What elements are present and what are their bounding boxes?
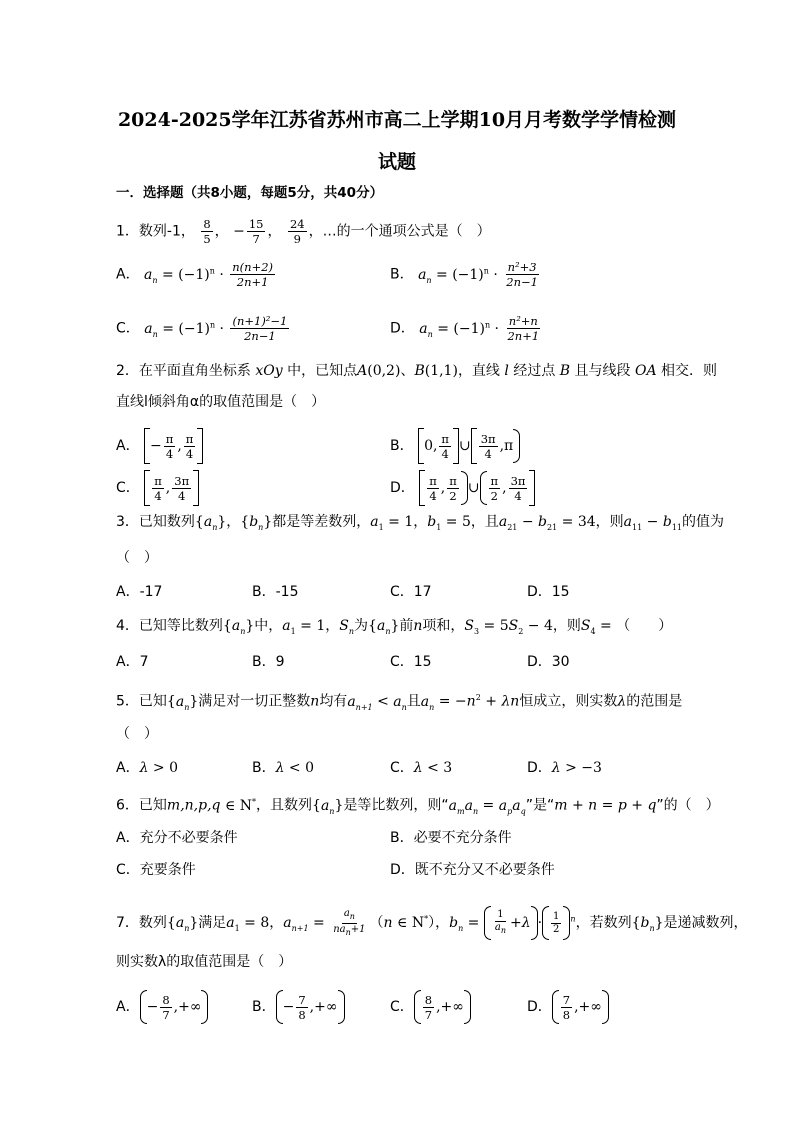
- q3-text: 都是等差数列，: [272, 514, 371, 530]
- fraction: $\frac{\pi}{4}$: [154, 473, 162, 503]
- q2-text: 且与线段: [574, 363, 631, 379]
- question-1-stem: 1．数列-1， $\frac{8}{5}$ ， − $\frac{15}{7}$ ， $\frac{24}{9}$ ，…的一个通项公式是（ ）: [116, 217, 491, 246]
- question-5-stem: 5．已知$\{a_n\}$满足对一切正整数n均有$a_{n+1} < a_n$且$a_n = -n^2 + \lambda n$恒成立，则实数λ的范围是: [116, 693, 683, 712]
- fraction: $\frac{7}{8}$: [298, 992, 306, 1022]
- q2-option-a[interactable]: A． − $\frac{\pi}{4}$ , $\frac{\pi}{4}$: [116, 428, 203, 464]
- fraction: $\frac{24}{9}$: [289, 217, 305, 246]
- q5-text: 恒成立，则实数: [519, 693, 618, 710]
- fraction: $\frac{\pi}{4}$: [441, 431, 449, 461]
- q7-option-c[interactable]: C． $\frac{8}{7}$ ,+∞: [390, 990, 471, 1024]
- fraction: $\frac{3\pi}{4}$: [174, 473, 190, 503]
- q7-text: 7．数列: [116, 915, 167, 931]
- q2-option-c[interactable]: C． $\frac{\pi}{4}$ , $\frac{3\pi}{4}$: [116, 470, 199, 506]
- q6-text: ”是“: [525, 797, 555, 814]
- option-label: A．: [116, 999, 140, 1015]
- q4-text: 前: [399, 618, 414, 634]
- q3-text: ，且: [470, 514, 499, 530]
- q1-option-b[interactable]: B． $a_n = (-1)^n$ · $\frac{\text{n²+3}}{2n-1}$: [390, 260, 538, 289]
- fraction: $\frac{3\pi}{4}$: [510, 473, 526, 503]
- fraction: $\frac{8}{7}$: [162, 992, 170, 1022]
- question-5-paren: （ ）: [116, 726, 158, 742]
- q5-text: 5．已知: [116, 693, 167, 710]
- fraction: $\frac{3\pi}{4}$: [480, 431, 496, 461]
- q2-text: 相交．则: [661, 363, 718, 379]
- q2-text: 2．在平面直角坐标系: [116, 363, 251, 379]
- q5-option-a[interactable]: A．λ > 0: [116, 760, 178, 776]
- q3-text: 的值为: [682, 514, 724, 530]
- fraction: $\frac{15}{7}$: [248, 217, 264, 246]
- question-4-stem: 4．已知等比数列$\{a_n\}$中，$a_1 = 1$，$S_n$为$\{a_n\}$前n项和，$S_3 = 5S_2 - 4$，则$S_4$ = （ ）: [116, 618, 673, 636]
- fraction: $\frac{n(n+2)}{2n+1}$: [232, 260, 274, 289]
- fraction: $\frac{a_n}{na_n+1}$: [333, 907, 366, 937]
- fraction: $\frac{\text{n²+3}}{2n-1}$: [506, 260, 538, 289]
- question-7-stem-line2: 则实数λ的取值范围是（ ）: [116, 954, 293, 970]
- q3-option-a[interactable]: A．-17: [116, 584, 163, 600]
- q1-option-d[interactable]: D． $a_n = (-1)^n$ · $\frac{\text{n²+n}}{2n+1}$: [390, 314, 540, 343]
- option-label: D．: [390, 480, 415, 496]
- q1-stem-end: ，…的一个通项公式是（ ）: [308, 223, 491, 240]
- q4-option-b[interactable]: B．9: [252, 654, 285, 670]
- question-7-stem: 7．数列$\{a_n\}$满足$a_1 = 8$，$a_{n+1}$ = $\frac{a_n}{na_n+1}$ （n ∈ N*），$b_n$ = $\frac{1}{a_n}$ +λ · $\frac{1}{2}$ $^n$，若数列$\{b_n\}$是递减数列，: [116, 906, 748, 940]
- q6-text: ”的（ ）: [656, 797, 720, 814]
- fraction: $\frac{1}{2}$: [553, 910, 560, 935]
- q7-text: （: [369, 915, 384, 931]
- question-2-stem-line2: 直线l倾斜角α的取值范围是（ ）: [116, 394, 326, 410]
- fraction: $\frac{\text{n²+n}}{2n+1}$: [507, 314, 540, 343]
- q3-option-c[interactable]: C．17: [390, 584, 432, 600]
- q4-text: ，则: [552, 618, 581, 634]
- option-label: D．: [527, 999, 552, 1015]
- fraction: $\frac{1}{a_n}$: [494, 909, 506, 935]
- q6-option-d[interactable]: D．既不充分又不必要条件: [390, 862, 555, 878]
- q7-text: ），: [428, 915, 450, 931]
- option-label: D．: [390, 320, 415, 337]
- option-label: C．: [390, 999, 414, 1015]
- q6-option-b[interactable]: B．必要不充分条件: [390, 830, 512, 846]
- option-label: B．: [252, 760, 276, 776]
- q3-option-d[interactable]: D．15: [527, 584, 570, 600]
- q2-option-d[interactable]: D． $\frac{\pi}{4}$ , $\frac{\pi}{2}$ ∪ $\frac{\pi}{2}$ , $\frac{3\pi}{4}$: [390, 470, 535, 506]
- q4-option-a[interactable]: A．7: [116, 654, 149, 670]
- q1-option-a[interactable]: A． $a_n = (-1)^n$ · $\frac{n(n+2)}{2n+1}$: [116, 260, 274, 289]
- fraction: $\frac{7}{8}$: [562, 992, 571, 1022]
- q7-option-a[interactable]: A． − $\frac{8}{7}$ ,+∞: [116, 990, 208, 1024]
- option-label: B．: [390, 438, 414, 454]
- q5-option-d[interactable]: D．λ > −3: [527, 760, 602, 776]
- option-label: C．: [390, 760, 414, 776]
- fraction: $\frac{\pi}{4}$: [165, 431, 174, 461]
- question-3-paren: （ ）: [116, 550, 158, 566]
- q2-text: 经过点: [513, 363, 556, 379]
- q2-text: ，直线: [457, 363, 500, 379]
- q7-text: ，若数列: [575, 915, 632, 931]
- q4-text: （ ）: [616, 618, 673, 634]
- q2-text: 中，已知点: [287, 363, 358, 379]
- section-heading: 一．选择题（共8小题，每题5分，共40分）: [116, 185, 384, 201]
- q4-text: 中，: [254, 618, 283, 634]
- q4-text: 为: [354, 618, 369, 634]
- fraction: $\frac{\pi}{2}$: [449, 473, 457, 503]
- fraction: $\frac{\text{(n+1)²−1}}{2n-1}$: [232, 314, 288, 343]
- q7-option-d[interactable]: D． $\frac{7}{8}$ ,+∞: [527, 990, 609, 1024]
- q4-text: 项和，: [422, 618, 465, 634]
- q6-text: 是等比数列，则“: [343, 797, 449, 814]
- option-label: B．: [252, 999, 276, 1015]
- q5-text: 且: [406, 693, 421, 710]
- option-label: A．: [116, 438, 140, 454]
- question-6-stem: 6．已知m,n,p,q ∈ N*，且数列$\{a_n\}$是等比数列，则“$a_ma_n = a_pa_q$”是“m + n = p + q”的（ ）: [116, 797, 720, 816]
- q7-option-b[interactable]: B． − $\frac{7}{8}$ ,+∞: [252, 990, 345, 1024]
- q5-option-c[interactable]: C．λ < 3: [390, 760, 453, 776]
- q3-text: 3．已知数列: [116, 514, 195, 530]
- q3-text: ，则: [595, 514, 624, 530]
- page-title-continued: 试题: [377, 151, 416, 173]
- q4-option-c[interactable]: C．15: [390, 654, 432, 670]
- option-label: C．: [116, 480, 140, 496]
- q4-option-d[interactable]: D．30: [527, 654, 570, 670]
- q3-option-b[interactable]: B．-15: [252, 584, 299, 600]
- option-label: A．: [116, 760, 140, 776]
- q7-text: 是递减数列，: [663, 915, 748, 931]
- option-label: B．: [390, 266, 414, 283]
- q6-option-a[interactable]: A．充分不必要条件: [116, 830, 238, 846]
- question-2-stem: 2．在平面直角坐标系 xOy 中，已知点A(0,2)、B(1,1)，直线 l 经过点 B 且与线段 OA 相交．则: [116, 363, 718, 379]
- question-3-stem: 3．已知数列$\{a_n\}$，$\{b_n\}$都是等差数列，$a_1 = 1$，$b_1 = 5$，且$a_{21} - b_{21} = 34$，则$a_{11} - b_{11}$的值为: [116, 514, 724, 532]
- q7-text: 满足: [198, 915, 227, 931]
- q5-text: 满足对一切正整数: [198, 693, 311, 710]
- option-label: C．: [116, 320, 140, 337]
- q6-text: ，且数列: [256, 797, 313, 814]
- q6-text: 6．已知: [116, 797, 167, 814]
- q4-text: 4．已知等比数列: [116, 618, 223, 634]
- fraction: $\frac{\pi}{2}$: [490, 473, 499, 503]
- option-label: A．: [116, 266, 140, 283]
- page-title: 2024-2025学年江苏省苏州市高二上学期10月月考数学学情检测: [117, 109, 677, 131]
- q6-option-c[interactable]: C．充要条件: [116, 862, 196, 878]
- q2-option-b[interactable]: B． 0, $\frac{\pi}{4}$ ∪ $\frac{3\pi}{4}$ ,π: [390, 428, 520, 464]
- q5-text: 的范围是: [626, 693, 683, 710]
- fraction: $\frac{\pi}{4}$: [185, 431, 194, 461]
- fraction: $\frac{8}{5}$: [203, 217, 211, 246]
- option-label: D．: [527, 760, 552, 776]
- q1-option-c[interactable]: C． $a_n = (-1)^n$ · $\frac{\text{(n+1)²−1}}{2n-1}$: [116, 314, 288, 343]
- q5-option-b[interactable]: B．λ < 0: [252, 760, 315, 776]
- q5-text: 均有: [319, 693, 348, 710]
- q1-stem-start: 1．数列-1，: [116, 223, 195, 240]
- fraction: $\frac{8}{7}$: [424, 992, 433, 1022]
- fraction: $\frac{\pi}{4}$: [429, 473, 437, 503]
